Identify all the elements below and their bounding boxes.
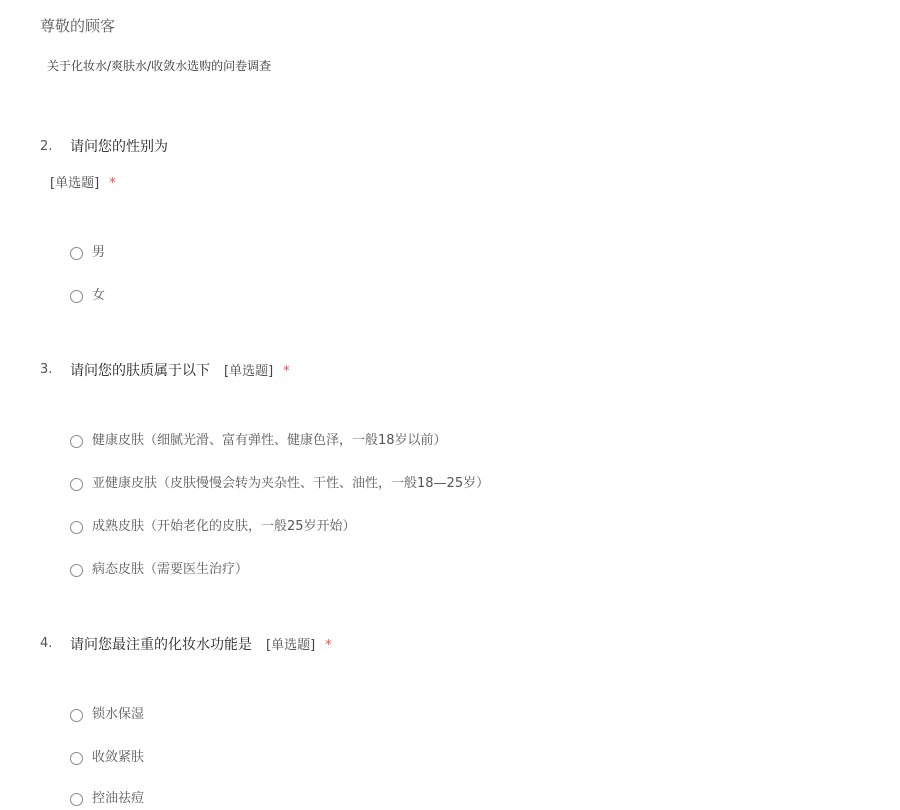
radio-button[interactable]	[70, 478, 83, 491]
option-oil-control[interactable]	[70, 788, 144, 810]
option-label: 收敛紧肤	[92, 750, 145, 765]
option-label: 男	[92, 245, 106, 260]
option-subhealthy-skin[interactable]	[70, 473, 489, 495]
question-type: [单选题]	[50, 176, 100, 191]
radio-button[interactable]	[70, 752, 83, 765]
radio-button[interactable]	[70, 247, 83, 260]
question-title-row	[70, 635, 332, 656]
required-marker: *	[283, 364, 290, 379]
option-moisturizing[interactable]	[70, 704, 144, 726]
question-number: 3.	[40, 362, 53, 377]
question-title: 请问您的肤质属于以下	[70, 363, 210, 379]
option-label: 锁水保湿	[92, 707, 145, 722]
radio-button[interactable]	[70, 793, 83, 806]
option-label: 病态皮肤（需要医生治疗）	[92, 562, 249, 577]
option-label: 亚健康皮肤（皮肤慢慢会转为夹杂性、干性、油性，一般18—25岁）	[92, 476, 490, 491]
question-type: [单选题]	[224, 364, 274, 379]
option-unhealthy-skin[interactable]	[70, 559, 248, 581]
option-pore-tightening[interactable]	[70, 747, 144, 769]
option-mature-skin[interactable]	[70, 516, 356, 538]
survey-intro: 关于化妆水/爽肤水/收敛水选购的问卷调查	[47, 59, 272, 73]
option-label: 健康皮肤（细腻光滑、富有弹性、健康色泽，一般18岁以前）	[92, 433, 447, 448]
option-label: 控油祛痘	[92, 791, 145, 806]
option-female[interactable]	[70, 285, 105, 307]
required-marker: *	[109, 176, 116, 191]
greeting-heading: 尊敬的顾客	[40, 17, 116, 35]
question-number: 2.	[40, 139, 53, 154]
option-label: 女	[92, 288, 106, 303]
radio-button[interactable]	[70, 435, 83, 448]
radio-button[interactable]	[70, 521, 83, 534]
radio-button[interactable]	[70, 709, 83, 722]
question-title: 请问您的性别为	[70, 139, 168, 155]
option-male[interactable]	[70, 242, 105, 264]
question-title: 请问您最注重的化妆水功能是	[70, 637, 252, 653]
option-label: 成熟皮肤（开始老化的皮肤，一般25岁开始）	[92, 519, 356, 534]
question-number: 4.	[40, 636, 53, 651]
question-title-row	[70, 361, 290, 382]
required-marker: *	[325, 638, 332, 653]
question-type-line	[50, 174, 116, 194]
radio-button[interactable]	[70, 290, 83, 303]
radio-button[interactable]	[70, 564, 83, 577]
question-type: [单选题]	[266, 638, 316, 653]
option-healthy-skin[interactable]	[70, 430, 447, 452]
